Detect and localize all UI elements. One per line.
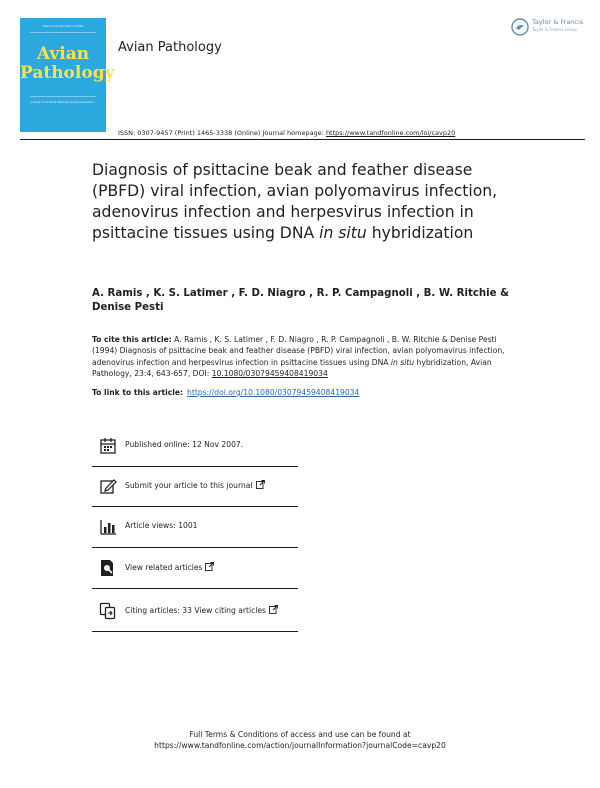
cover-subtitle: Journal of the World Veterinary Poultry Association [31, 101, 95, 104]
article-views-text: Article views: 1001 [125, 521, 198, 530]
published-online-row [92, 427, 298, 467]
cover-title-line1: Avian [36, 44, 90, 64]
journal-homepage-link[interactable]: https://www.tandfonline.com/loi/cavp20 [325, 129, 456, 137]
cover-issue-text: Volume 23 Number 4 1994 [42, 24, 84, 28]
row-divider [92, 588, 298, 589]
article-title-text: Diagnosis of psittacine beak and feather disease (PBFD) viral infection, avian polyomavirus infection, adenovirus infection and herpesvirus infection in psittacine tissues using DNA [92, 161, 498, 242]
terms-footer [0, 729, 600, 751]
footer-terms-link[interactable]: https://www.tandfonline.com/action/journalInformation?journalCode=cavp20 [154, 741, 446, 750]
published-online-text: Published online: 12 Nov 2007. [125, 440, 244, 449]
citation-block [92, 334, 512, 379]
doi-link[interactable]: https://doi.org/10.1080/03079459408419034 [187, 388, 360, 397]
search-document-icon [99, 559, 117, 577]
bar-chart-icon [99, 518, 117, 536]
external-link-icon [205, 562, 214, 573]
edit-icon [99, 477, 117, 495]
related-articles-text: View related articles [125, 563, 203, 572]
link-to-article [92, 388, 359, 397]
journal-cover-image [20, 18, 115, 132]
citing-articles-text: Citing articles: 33 View citing articles [125, 606, 266, 615]
submit-article-text: Submit your article to this journal [125, 481, 253, 490]
external-link-icon [269, 605, 278, 616]
related-articles-link[interactable] [125, 562, 214, 573]
submit-article-row[interactable] [92, 467, 298, 507]
row-divider [92, 547, 298, 548]
article-title [92, 160, 512, 244]
external-link-icon [256, 480, 265, 491]
citation-text-end: hybridization, Avian Pathology, 23:4, 643-657, DOI: [92, 357, 492, 378]
cover-divider [30, 96, 96, 97]
citation-label: To cite this article: [92, 335, 172, 344]
footer-line1: Full Terms & Conditions of access and use can be found at [189, 730, 411, 739]
related-articles-row[interactable] [92, 549, 298, 589]
cover-title-line2: Pathology [20, 63, 115, 83]
citation-doi-link[interactable]: 10.1080/03079459408419034 [211, 368, 328, 378]
cover-divider [30, 32, 96, 33]
article-title-end: hybridization [366, 224, 474, 242]
publisher-logo-icon[interactable] [510, 17, 530, 37]
article-views-row [92, 508, 298, 548]
issn-text: ISSN: 0307-9457 (Print) 1465-3338 (Online) Journal homepage: [118, 129, 326, 137]
cover-title [20, 44, 115, 83]
submit-article-link[interactable] [125, 480, 265, 491]
citation-text: A. Ramis , K. S. Latimer , F. D. Niagro , R. P. Campagnoli , B. W. Ritchie & Denise Pesti (1994) Diagnosis of psittacine beak and feather disease (PBFD) viral infection, avian polyomavirus infection, adenovirus infection and herpesvirus infection in psittacine tissues using DNA [92, 335, 505, 367]
calendar-icon [99, 437, 117, 455]
publisher-name: Taylor & Francis [532, 18, 584, 26]
header-rule [20, 139, 585, 140]
citing-articles-icon [99, 602, 117, 620]
row-divider [92, 506, 298, 507]
article-title-italic: in situ [319, 224, 367, 242]
link-label: To link to this article: [92, 388, 184, 397]
publisher-group: Taylor & Francis Group [532, 27, 577, 32]
row-divider [92, 631, 298, 632]
author-list: A. Ramis , K. S. Latimer , F. D. Niagro , R. P. Campagnoli , B. W. Ritchie & Denise Pesti [92, 288, 509, 313]
citation-italic: in situ [390, 357, 415, 367]
citing-articles-link[interactable] [125, 605, 278, 616]
citing-articles-row[interactable] [92, 592, 298, 632]
journal-name[interactable]: Avian Pathology [118, 40, 222, 55]
issn-line [118, 129, 455, 137]
